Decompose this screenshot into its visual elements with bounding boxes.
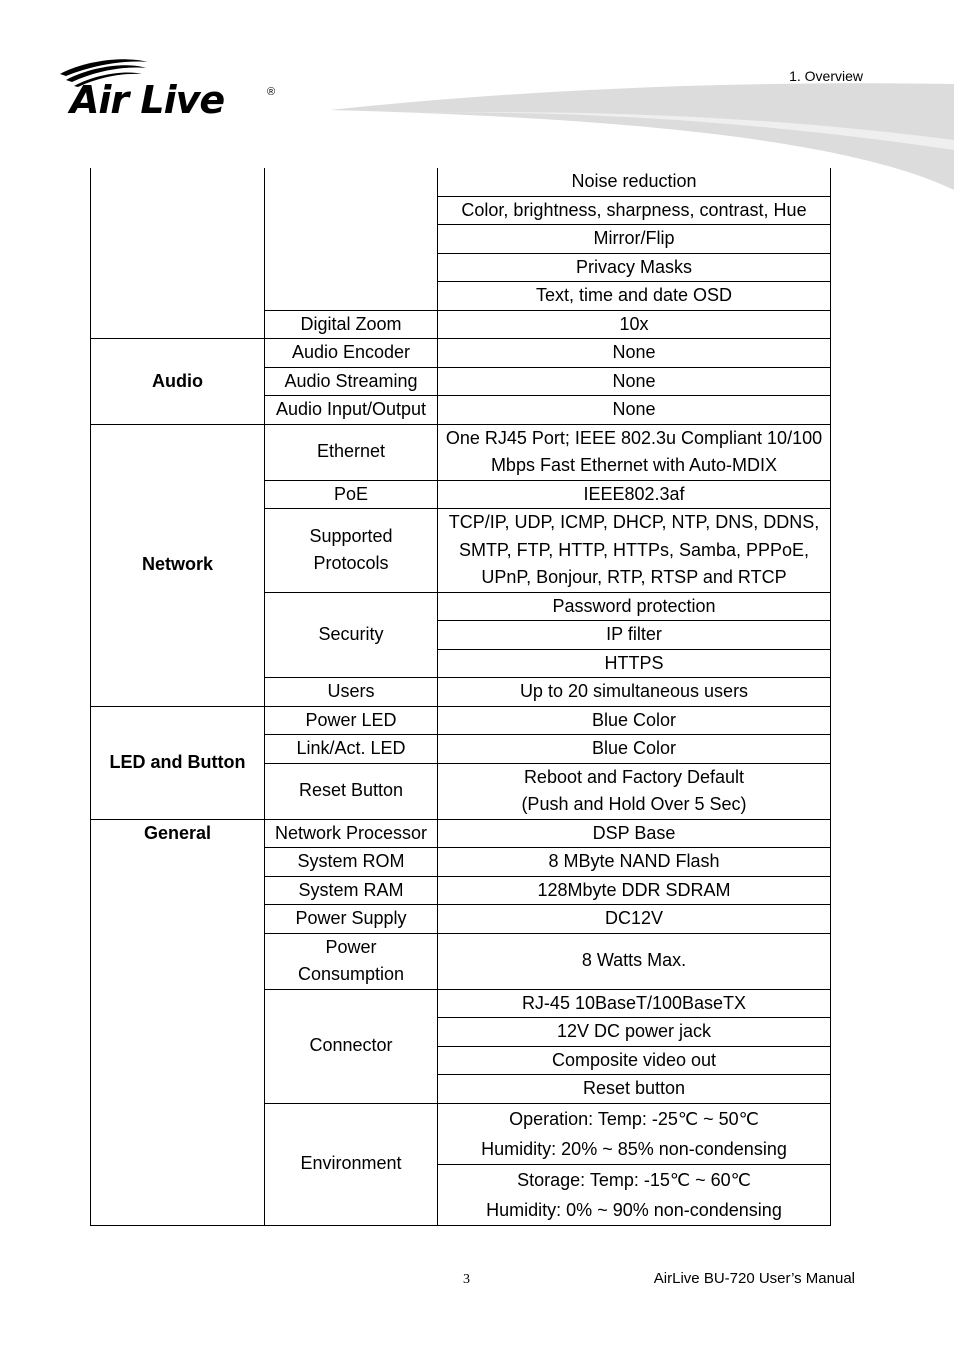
value-cell: None	[438, 396, 831, 425]
feature-cell: Power Supply	[265, 905, 438, 934]
value-cell: Up to 20 simultaneous users	[438, 678, 831, 707]
value-cell: DSP Base	[438, 819, 831, 848]
value-cell: Blue Color	[438, 706, 831, 735]
feature-cell: Power Consumption	[265, 933, 438, 989]
feature-cell: Network Processor	[265, 819, 438, 848]
spec-table	[90, 168, 831, 1226]
table-row	[91, 706, 831, 735]
category-cell-led-button: LED and Button	[91, 706, 265, 819]
feature-cell: Environment	[265, 1103, 438, 1225]
value-cell: Privacy Masks	[438, 253, 831, 282]
feature-cell: Users	[265, 678, 438, 707]
feature-cell: Audio Streaming	[265, 367, 438, 396]
section-title: 1. Overview	[789, 68, 863, 84]
feature-cell: Power LED	[265, 706, 438, 735]
value-cell: Text, time and date OSD	[438, 282, 831, 311]
value-line: Humidity: 0% ~ 90% non-condensing	[486, 1199, 782, 1220]
feature-cell: Ethernet	[265, 424, 438, 480]
feature-cell: PoE	[265, 480, 438, 509]
feature-cell: Audio Input/Output	[265, 396, 438, 425]
category-cell-general: General	[91, 819, 265, 1225]
value-cell: TCP/IP, UDP, ICMP, DHCP, NTP, DNS, DDNS, SMTP, FTP, HTTP, HTTPs, Samba, PPPoE, UPnP, Bonjour, RTP, RTSP and RTCP	[438, 509, 831, 593]
value-cell: RJ-45 10BaseT/100BaseTX	[438, 989, 831, 1018]
feature-cell: Supported Protocols	[265, 509, 438, 593]
value-cell	[438, 1103, 831, 1164]
value-cell: None	[438, 367, 831, 396]
value-cell: IEEE802.3af	[438, 480, 831, 509]
value-cell: Password protection	[438, 592, 831, 621]
feature-cell: System RAM	[265, 876, 438, 905]
airlive-logo: Air Live	[70, 78, 225, 122]
table-row	[91, 819, 831, 848]
value-cell: Mirror/Flip	[438, 225, 831, 254]
feature-cell-image-cont	[265, 168, 438, 310]
feature-cell: System ROM	[265, 848, 438, 877]
value-line: Operation: Temp: -25℃ ~ 50℃	[509, 1108, 759, 1129]
category-cell-video-cont	[91, 168, 265, 339]
value-cell	[438, 763, 831, 819]
category-cell-network: Network	[91, 424, 265, 706]
page-number: 3	[463, 1272, 470, 1287]
value-cell: None	[438, 339, 831, 368]
value-cell: DC12V	[438, 905, 831, 934]
feature-cell: Reset Button	[265, 763, 438, 819]
table-row	[91, 424, 831, 480]
value-line: Storage: Temp: -15℃ ~ 60℃	[517, 1169, 751, 1190]
value-line: Reboot and Factory Default	[523, 766, 745, 787]
value-cell: Noise reduction	[438, 168, 831, 196]
value-cell: IP filter	[438, 621, 831, 650]
value-cell: HTTPS	[438, 649, 831, 678]
value-cell: One RJ45 Port; IEEE 802.3u Compliant 10/100 Mbps Fast Ethernet with Auto-MDIX	[438, 424, 831, 480]
feature-cell: Link/Act. LED	[265, 735, 438, 764]
table-row	[91, 339, 831, 368]
value-cell: 8 MByte NAND Flash	[438, 848, 831, 877]
value-cell: 12V DC power jack	[438, 1018, 831, 1047]
value-cell: Reset button	[438, 1075, 831, 1104]
feature-cell: Connector	[265, 989, 438, 1103]
value-cell: 8 Watts Max.	[438, 933, 831, 989]
value-line: Humidity: 20% ~ 85% non-condensing	[481, 1138, 787, 1159]
value-cell: Color, brightness, sharpness, contrast, Hue	[438, 196, 831, 225]
table-row	[91, 168, 831, 196]
value-cell	[438, 1164, 831, 1225]
manual-title: AirLive BU-720 User’s Manual	[653, 1270, 855, 1287]
value-cell: Composite video out	[438, 1046, 831, 1075]
feature-cell: Digital Zoom	[265, 310, 438, 339]
feature-cell: Security	[265, 592, 438, 678]
feature-cell: Audio Encoder	[265, 339, 438, 368]
value-line: (Push and Hold Over 5 Sec)	[521, 794, 747, 814]
registered-mark: ®	[267, 86, 276, 98]
value-cell: 128Mbyte DDR SDRAM	[438, 876, 831, 905]
category-cell-audio: Audio	[91, 339, 265, 425]
value-cell: Blue Color	[438, 735, 831, 764]
value-cell: 10x	[438, 310, 831, 339]
